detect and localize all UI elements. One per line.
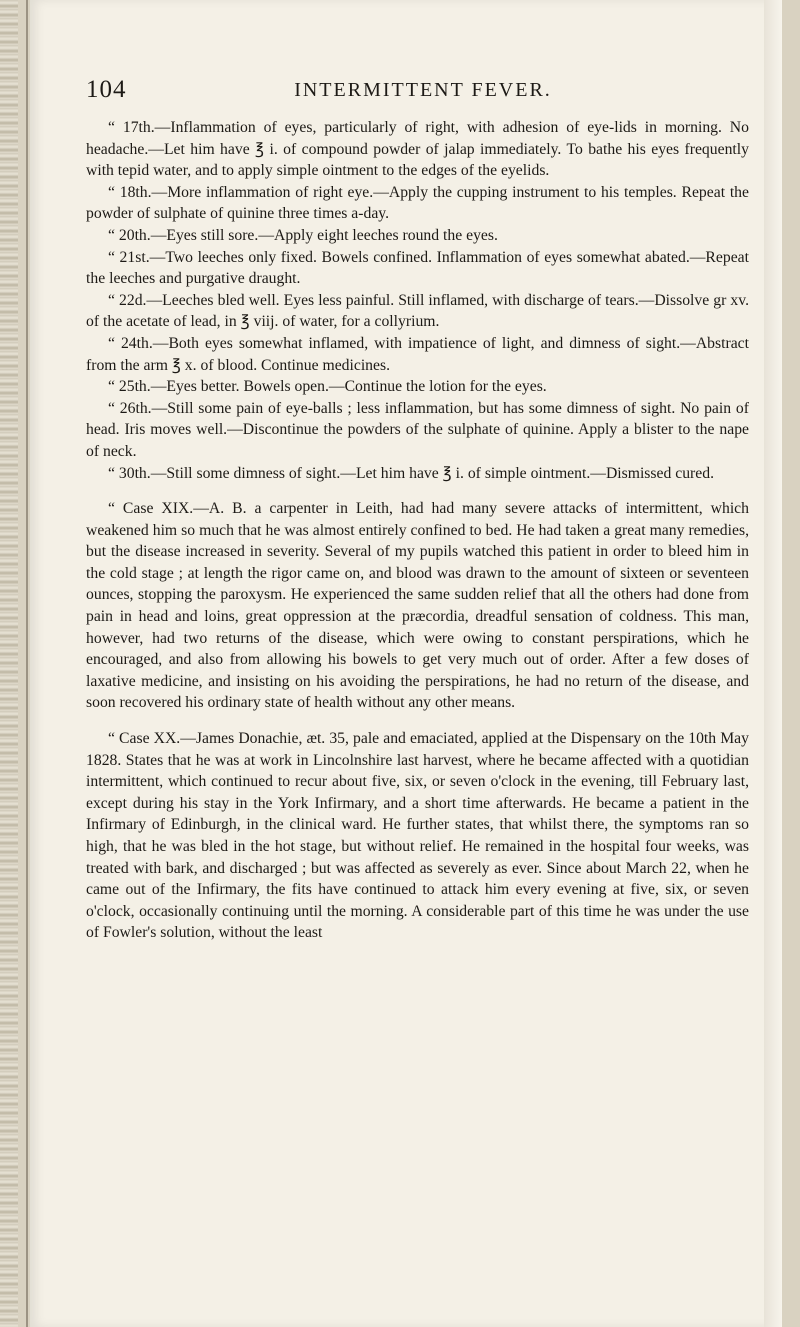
binding-edge — [26, 0, 28, 1327]
entry-20th: “ 20th.—Eyes still sore.—Apply eight leeches round the eyes. — [108, 226, 498, 244]
entry-22d: “ 22d.—Leeches bled well. Eyes less painful. Still inflamed, with discharge of tears.—Dissolve gr xv. of the acetate of lead, in ℥ viij. of water, for a collyrium. — [86, 291, 749, 331]
page-number: 104 — [86, 76, 127, 103]
entry-21st: “ 21st.—Two leeches only fixed. Bowels confined. Inflammation of eyes somewhat abated.—Repeat the leeches and purgative draught. — [86, 248, 749, 288]
case-xix-paragraph: “ Case XIX.—A. B. a carpenter in Leith, had had many severe attacks of intermittent, which weakened him so much that he was almost entirely confined to bed. He had taken a great many remedies, but the disease increased in severity. Several of my pupils watched this patient in order to bleed him in the cold stage ; at length the rigor came on, and blood was drawn to the amount of sixteen or seventeen ounces, stopping the paroxysm. He experienced the same sudden relief that all the others had done from pain in head and loins, great oppression at the præcordia, dreadful sensation of coldness. This man, however, had two returns of the disease, which were owing to constant perspirations, which he encouraged, and also from allowing his bowels to get very much out of order. After a few doses of laxative medicine, and insisting on his avoiding the perspirations, he had no return of the disease, and soon recovered his ordinary state of health without any other means. — [86, 500, 749, 712]
book-binding — [0, 0, 18, 1327]
case-xx-paragraph: “ Case XX.—James Donachie, æt. 35, pale and emaciated, applied at the Dispensary on the 10th May 1828. States that he was at work in Lincolnshire last harvest, where he became affected with a quotidian intermittent, which continued to recur about five, six, or seven o'clock in the evening, till February last, except during his stay in the York Infirmary, and a short time afterwards. He became a patient in the Infirmary of Edinburgh, in the clinical ward. He further states, that whilst there, the symptoms ran so high, that he was bled in the hot stage, but without relief. He remained in the hospital four weeks, was treated with bark, and discharged ; but was affected as severely as ever. Since about March 22, when he came out of the Infirmary, the fits have continued to attack him every evening at five, six, or seven o'clock, occasionally continuing until the morning. A considerable part of this time he was under the use of Fowler's solution, without the least — [86, 730, 749, 942]
entry-25th: “ 25th.—Eyes better. Bowels open.—Continue the lotion for the eyes. — [108, 378, 547, 396]
entry-26th: “ 26th.—Still some pain of eye-balls ; less inflammation, but has some dimness of sight. No pain of head. Iris moves well.—Discontinue the powders of the sulphate of quinine. Apply a blister to the nape of neck. — [86, 399, 749, 460]
page-header — [86, 76, 760, 110]
entry-17th: “ 17th.—Inflammation of eyes, particularly of right, with adhesion of eye-lids in morning. No headache.—Let him have ℥ i. of compound powder of jalap immediately. To bathe his eyes frequently with tepid water, and to apply simple ointment to the edges of the eyelids. — [86, 119, 749, 180]
entry-24th: “ 24th.—Both eyes somewhat inflamed, with impatience of light, and dimness of sight.—Abstract from the arm ℥ x. of blood. Continue medicines. — [86, 334, 749, 374]
body-text — [86, 117, 749, 944]
page-edge — [764, 0, 782, 1327]
running-head: INTERMITTENT FEVER. — [294, 79, 552, 101]
entry-18th: “ 18th.—More inflammation of right eye.—Apply the cupping instrument to his temples. Repeat the powder of sulphate of quinine three times a-day. — [86, 183, 749, 223]
entry-30th: “ 30th.—Still some dimness of sight.—Let him have ℥ i. of simple ointment.—Dismissed cured. — [108, 464, 714, 482]
